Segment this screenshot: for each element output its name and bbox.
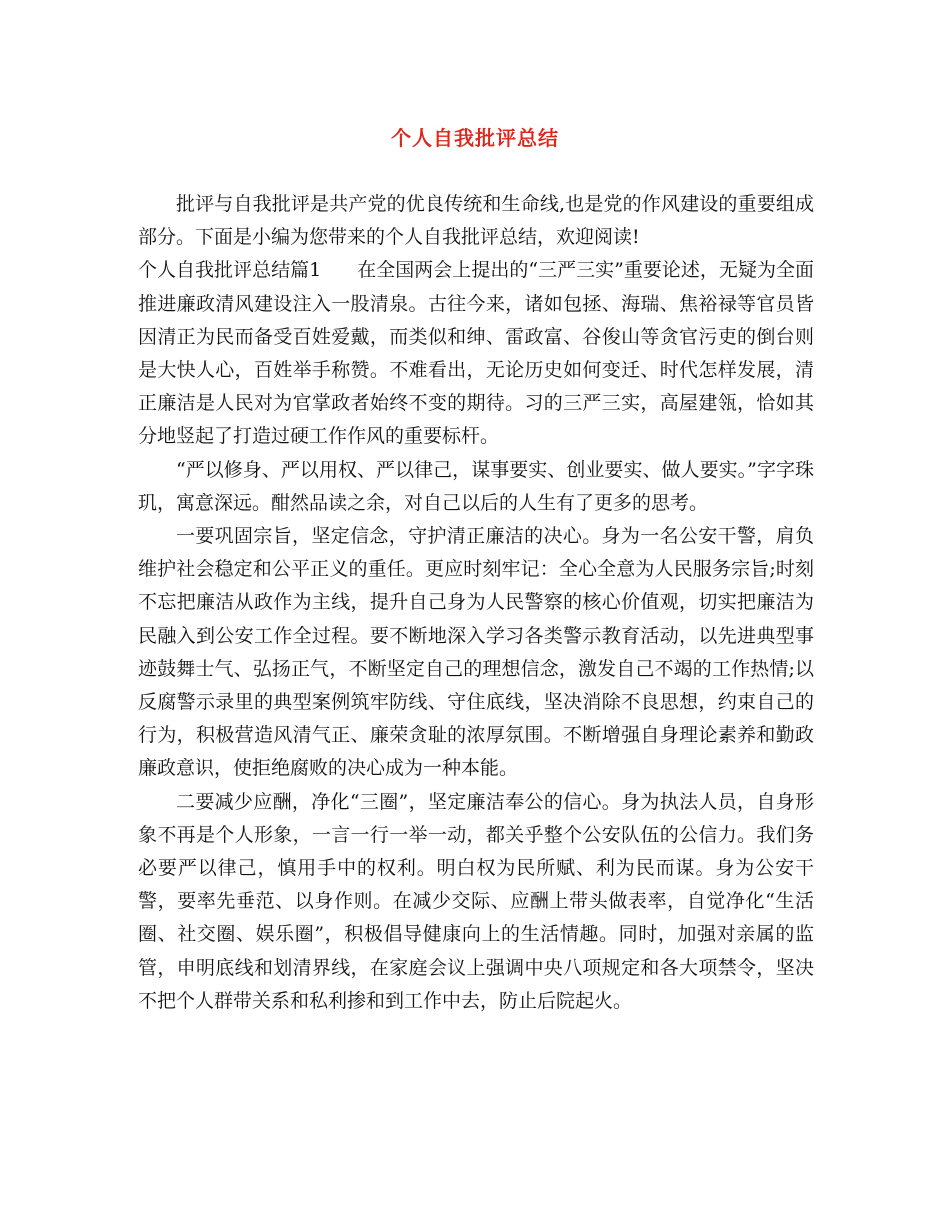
quote-paragraph: “严以修身、严以用权、严以律己，谋事要实、创业要实、做人要实。”字字珠玑，寓意深远。酣然品读之余，对自己以后的人生有了更多的思考。	[138, 458, 814, 514]
section1-text: 在全国两会上提出的“三严三实”重要论述，无疑为全面推进廉政清风建设注入一股清泉。古往今来，诸如包拯、海瑞、焦裕禄等官员皆因清正为民而备受百姓爱戴，而类似和绅、雷政富、谷俊山等贪官污吏的倒台则是大快人心，百姓举手称赞。不难看出，无论历史如何变迁、时代怎样发展，清正廉洁是人民对为官掌政者始终不变的期待。习的三严三实，高屋建瓴，恰如其分地竖起了打造过硬工作作风的重要标杆。	[138, 259, 814, 448]
point-one-paragraph: 一要巩固宗旨，坚定信念，守护清正廉洁的决心。身为一名公安干警，肩负维护社会稳定和公平正义的重任。更应时刻牢记：全心全意为人民服务宗旨;时刻不忘把廉洁从政作为主线，提升自己身为人民警察的核心价值观，切实把廉洁为民融入到公安工作全过程。要不断地深入学习各类警示教育活动，以先进典型事迹鼓舞士气、弘扬正气，不断坚定自己的理想信念，激发自己不竭的工作热情;以反腐警示录里的典型案例筑牢防线、守住底线，坚决消除不良思想，约束自己的行为，积极营造风清气正、廉荣贪耻的浓厚氛围。不断增强自身理论素养和勤政廉政意识，使拒绝腐败的决心成为一种本能。	[138, 525, 814, 780]
intro-paragraph: 批评与自我批评是共产党的优良传统和生命线,也是党的作风建设的重要组成部分。下面是小编为您带来的个人自我批评总结，欢迎阅读!	[138, 193, 814, 249]
section1-paragraph	[138, 254, 814, 453]
document-body	[138, 188, 814, 1018]
point-two-paragraph: 二要减少应酬，净化“三圈”，坚定廉洁奉公的信心。身为执法人员，自身形象不再是个人形象，一言一行一举一动，都关乎整个公安队伍的公信力。我们务必要严以律己，慎用手中的权利。明白权为民所赋、利为民而谋。身为公安干警，要率先垂范、以身作则。在减少交际、应酬上带头做表率，自觉净化“生活圈、社交圈、娱乐圈”，积极倡导健康向上的生活情趣。同时，加强对亲属的监管，申明底线和划清界线，在家庭会议上强调中央八项规定和各大项禁令，坚决不把个人群带关系和私利掺和到工作中去，防止后院起火。	[138, 790, 814, 1012]
section-heading: 个人自我批评总结篇1	[138, 259, 322, 282]
page-title: 个人自我批评总结	[391, 126, 559, 150]
